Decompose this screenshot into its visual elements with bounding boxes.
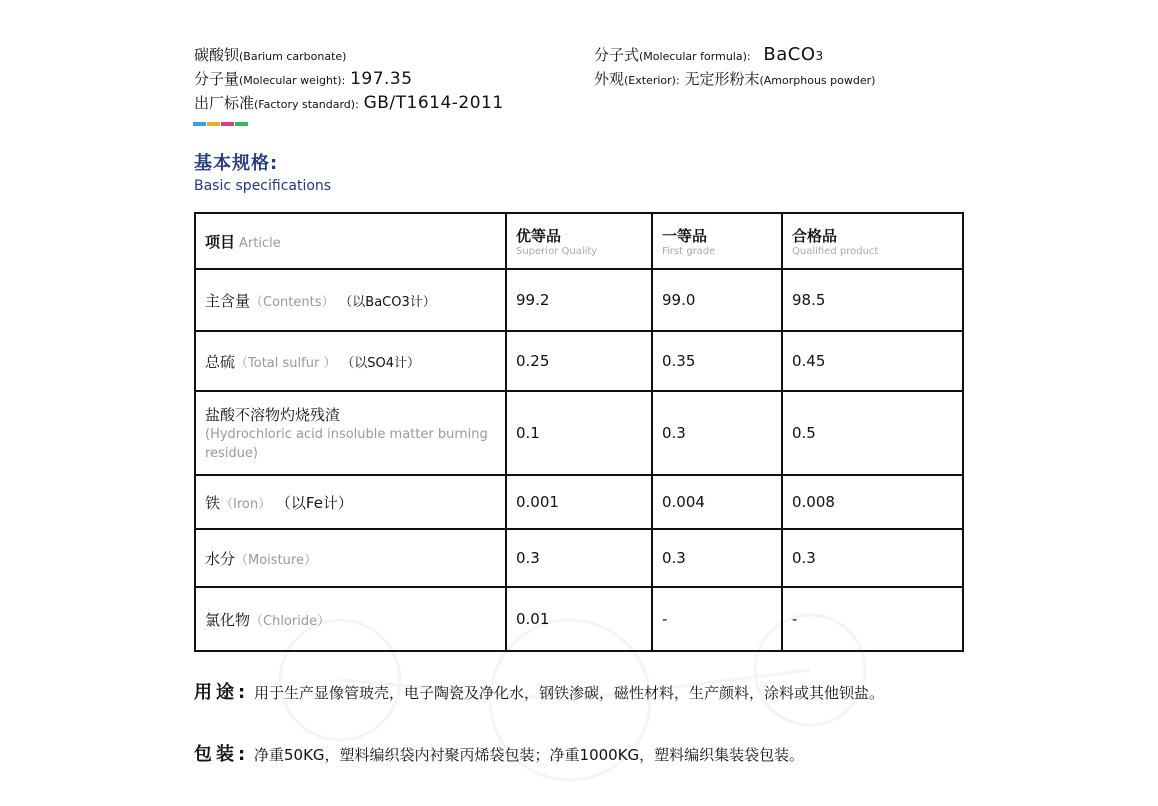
cell-first-grade: 0.004 (652, 475, 782, 529)
product-info-right (594, 44, 875, 92)
product-info-left (194, 44, 504, 116)
color-bar-segment (235, 122, 248, 126)
molecular-weight: 分子量(Molecular weight): 197.35 (194, 69, 413, 89)
cell-first-grade: - (652, 587, 782, 651)
header-article: 项目 Article (195, 213, 506, 269)
section-title (194, 152, 331, 196)
cell-superior: 0.001 (506, 475, 652, 529)
table-row (195, 331, 963, 391)
cell-first-grade: 0.35 (652, 331, 782, 391)
table-row (195, 475, 963, 529)
row-label: 盐酸不溶物灼烧残渣 (Hydrochloric acid insoluble matter burning residue) (195, 391, 506, 475)
row-label: 氯化物（Chloride） (195, 587, 506, 651)
header-superior: 优等品 Superior Quality (506, 213, 652, 269)
usage-text: 用于生产显像管玻壳，电子陶瓷及净化水，钢铁渗碳，磁性材料，生产颜料，涂料或其他钡盐。 (253, 684, 884, 702)
table-row (195, 269, 963, 331)
product-name: 碳酸钡(Barium carbonate) (194, 46, 347, 64)
usage-section (194, 680, 954, 706)
exterior: 外观(Exterior): 无定形粉末(Amorphous powder) (594, 70, 876, 88)
color-bar-decoration (193, 122, 249, 126)
spec-table (194, 212, 964, 652)
color-bar-segment (207, 122, 220, 126)
packing-section (194, 742, 954, 768)
row-label: 主含量（Contents） （以BaCO3计） (195, 269, 506, 331)
cell-qualified: 98.5 (782, 269, 963, 331)
header-qualified: 合格品 Qualified product (782, 213, 963, 269)
table-row (195, 529, 963, 587)
molecular-formula: 分子式(Molecular formula): BaCO3 (594, 44, 824, 65)
table-row (195, 587, 963, 651)
cell-first-grade: 99.0 (652, 269, 782, 331)
cell-first-grade: 0.3 (652, 391, 782, 475)
packing-label: 包装: (194, 744, 250, 765)
color-bar-segment (193, 122, 206, 126)
usage-label: 用途: (194, 682, 250, 703)
packing-text: 净重50KG，塑料编织袋内衬聚丙烯袋包装；净重1000KG，塑料编织集装袋包装。 (253, 746, 805, 764)
table-row (195, 391, 963, 475)
cell-superior: 99.2 (506, 269, 652, 331)
cell-qualified: 0.008 (782, 475, 963, 529)
header-first-grade: 一等品 First grade (652, 213, 782, 269)
cell-qualified: 0.3 (782, 529, 963, 587)
cell-qualified: - (782, 587, 963, 651)
row-label: 水分（Moisture） (195, 529, 506, 587)
cell-qualified: 0.45 (782, 331, 963, 391)
table-header-row (195, 213, 963, 269)
factory-standard: 出厂标准(Factory standard): GB/T1614-2011 (194, 93, 504, 113)
cell-superior: 0.01 (506, 587, 652, 651)
color-bar-segment (221, 122, 234, 126)
section-title-cn: 基本规格: (194, 153, 279, 174)
row-label: 总硫（Total sulfur ） （以SO4计） (195, 331, 506, 391)
row-label: 铁（Iron） （以Fe计） (195, 475, 506, 529)
cell-superior: 0.25 (506, 331, 652, 391)
cell-first-grade: 0.3 (652, 529, 782, 587)
cell-superior: 0.3 (506, 529, 652, 587)
section-title-en: Basic specifications (194, 178, 332, 194)
cell-qualified: 0.5 (782, 391, 963, 475)
cell-superior: 0.1 (506, 391, 652, 475)
